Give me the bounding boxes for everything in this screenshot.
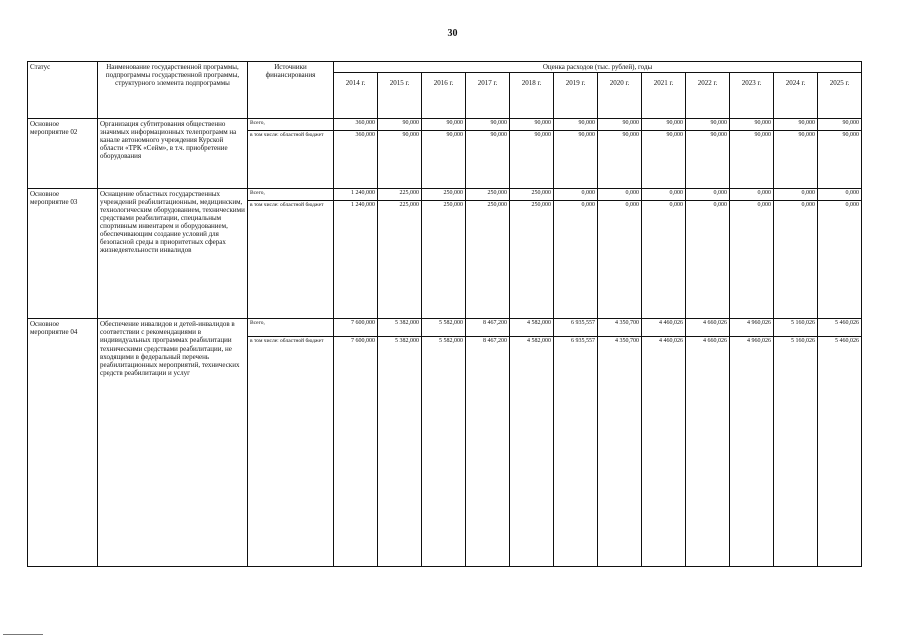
sub-value-cell: 250,000 xyxy=(466,200,510,319)
total-value-cell: 0,000 xyxy=(774,188,818,200)
total-value-cell: 0,000 xyxy=(818,188,862,200)
sub-value-cell: 90,000 xyxy=(422,131,466,188)
total-value-cell: 4 582,000 xyxy=(510,319,554,337)
total-value-cell: 1 240,000 xyxy=(334,188,378,200)
total-value-cell: 0,000 xyxy=(554,188,598,200)
sub-value-cell: 225,000 xyxy=(378,200,422,319)
total-value-cell: 4 660,026 xyxy=(686,319,730,337)
year-header: 2020 г. xyxy=(598,73,642,119)
year-header: 2022 г. xyxy=(686,73,730,119)
year-header: 2018 г. xyxy=(510,73,554,119)
total-value-cell: 90,000 xyxy=(818,119,862,131)
total-value-cell: 0,000 xyxy=(642,188,686,200)
sub-value-cell: 0,000 xyxy=(598,200,642,319)
sub-value-cell: 250,000 xyxy=(422,200,466,319)
total-value-cell: 0,000 xyxy=(686,188,730,200)
year-header: 2015 г. xyxy=(378,73,422,119)
total-value-cell: 225,000 xyxy=(378,188,422,200)
year-header: 2023 г. xyxy=(730,73,774,119)
status-cell: Основное мероприятие 03 xyxy=(28,188,98,319)
total-value-cell: 0,000 xyxy=(598,188,642,200)
total-value-cell: 5 382,000 xyxy=(378,319,422,337)
program-name-cell: Организация субтитрования общественно значимых информационных телепрограмм на канале автономного учреждения Курской области «ТРК «Сейм», в т.ч. приобретение оборудования xyxy=(98,119,248,188)
sub-value-cell: 5 582,000 xyxy=(422,337,466,567)
status-cell: Основное мероприятие 04 xyxy=(28,319,98,567)
total-value-cell: 4 460,026 xyxy=(642,319,686,337)
header-name: Наименование государственной программы, подпрограммы государственной программы, структурного элемента подпрограммы xyxy=(98,62,248,119)
total-value-cell: 90,000 xyxy=(598,119,642,131)
table-row xyxy=(28,188,862,200)
total-value-cell: 250,000 xyxy=(510,188,554,200)
sub-value-cell: 90,000 xyxy=(730,131,774,188)
sub-value-cell: 4 660,026 xyxy=(686,337,730,567)
total-value-cell: 5 582,000 xyxy=(422,319,466,337)
sub-value-cell: 90,000 xyxy=(510,131,554,188)
source-sub-label: в том числе: областной бюджет xyxy=(248,337,334,567)
sub-value-cell: 6 935,557 xyxy=(554,337,598,567)
sub-value-cell: 4 582,000 xyxy=(510,337,554,567)
program-name-cell: Оснащение областных государственных учреждений реабилитационным, медицинским, технологическим оборудованием, техническими средствами реабилитации, специальным спортивным инвентарем и оборудованием, обеспечивающим создание условий для безопасной среды в приоритетных сферах жизнедеятельности инвалидов xyxy=(98,188,248,319)
program-name-cell: Обеспечение инвалидов и детей-инвалидов в соответствии с рекомендациями в индивидуальных программах реабилитации техническими средствами реабилитации, не входящими в федеральный перечень реабилитационных мероприятий, технических средств реабилитации и услуг xyxy=(98,319,248,567)
sub-value-cell: 7 600,000 xyxy=(334,337,378,567)
year-header: 2025 г. xyxy=(818,73,862,119)
total-value-cell: 4 960,026 xyxy=(730,319,774,337)
source-total-label: Всего, xyxy=(248,119,334,131)
page-number: 30 xyxy=(447,28,458,39)
table-row xyxy=(28,319,862,337)
sub-value-cell: 0,000 xyxy=(686,200,730,319)
total-value-cell: 6 935,557 xyxy=(554,319,598,337)
total-value-cell: 250,000 xyxy=(466,188,510,200)
sub-value-cell: 5 460,026 xyxy=(818,337,862,567)
sub-value-cell: 0,000 xyxy=(774,200,818,319)
sub-value-cell: 0,000 xyxy=(554,200,598,319)
total-value-cell: 90,000 xyxy=(642,119,686,131)
total-value-cell: 90,000 xyxy=(554,119,598,131)
total-value-cell: 8 467,200 xyxy=(466,319,510,337)
sub-value-cell: 0,000 xyxy=(730,200,774,319)
sub-value-cell: 90,000 xyxy=(818,131,862,188)
sub-value-cell: 1 240,000 xyxy=(334,200,378,319)
sub-value-cell: 5 382,000 xyxy=(378,337,422,567)
sub-value-cell: 5 160,026 xyxy=(774,337,818,567)
sub-value-cell: 90,000 xyxy=(642,131,686,188)
year-header: 2016 г. xyxy=(422,73,466,119)
year-header: 2024 г. xyxy=(774,73,818,119)
total-value-cell: 90,000 xyxy=(730,119,774,131)
total-value-cell: 360,000 xyxy=(334,119,378,131)
sub-value-cell: 4 350,700 xyxy=(598,337,642,567)
year-header: 2019 г. xyxy=(554,73,598,119)
sub-value-cell: 8 467,200 xyxy=(466,337,510,567)
total-value-cell: 90,000 xyxy=(686,119,730,131)
total-value-cell: 7 600,000 xyxy=(334,319,378,337)
header-status: Статус xyxy=(28,62,98,119)
sub-value-cell: 0,000 xyxy=(818,200,862,319)
total-value-cell: 90,000 xyxy=(378,119,422,131)
sub-value-cell: 90,000 xyxy=(774,131,818,188)
status-cell: Основное мероприятие 02 xyxy=(28,119,98,188)
year-header: 2014 г. xyxy=(334,73,378,119)
total-value-cell: 5 460,026 xyxy=(818,319,862,337)
total-value-cell: 90,000 xyxy=(422,119,466,131)
scan-mark xyxy=(3,634,43,635)
source-sub-label: в том числе: областной бюджет xyxy=(248,131,334,188)
header-expenses: Оценка расходов (тыс. рублей), годы xyxy=(334,62,862,73)
total-value-cell: 5 160,026 xyxy=(774,319,818,337)
sub-value-cell: 90,000 xyxy=(554,131,598,188)
year-header: 2017 г. xyxy=(466,73,510,119)
budget-table xyxy=(27,61,862,567)
sub-value-cell: 360,000 xyxy=(334,131,378,188)
source-total-label: Всего, xyxy=(248,188,334,200)
table-row xyxy=(28,119,862,131)
total-value-cell: 90,000 xyxy=(774,119,818,131)
sub-value-cell: 90,000 xyxy=(598,131,642,188)
year-header: 2021 г. xyxy=(642,73,686,119)
sub-value-cell: 0,000 xyxy=(642,200,686,319)
header-sources: Источники финансирования xyxy=(248,62,334,119)
sub-value-cell: 4 460,026 xyxy=(642,337,686,567)
total-value-cell: 90,000 xyxy=(466,119,510,131)
total-value-cell: 4 350,700 xyxy=(598,319,642,337)
table-body xyxy=(28,119,862,567)
total-value-cell: 0,000 xyxy=(730,188,774,200)
source-total-label: Всего, xyxy=(248,319,334,337)
total-value-cell: 90,000 xyxy=(510,119,554,131)
total-value-cell: 250,000 xyxy=(422,188,466,200)
sub-value-cell: 4 960,026 xyxy=(730,337,774,567)
header-row xyxy=(28,62,862,73)
sub-value-cell: 90,000 xyxy=(378,131,422,188)
sub-value-cell: 250,000 xyxy=(510,200,554,319)
source-sub-label: в том числе: областной бюджет xyxy=(248,200,334,319)
sub-value-cell: 90,000 xyxy=(466,131,510,188)
sub-value-cell: 90,000 xyxy=(686,131,730,188)
